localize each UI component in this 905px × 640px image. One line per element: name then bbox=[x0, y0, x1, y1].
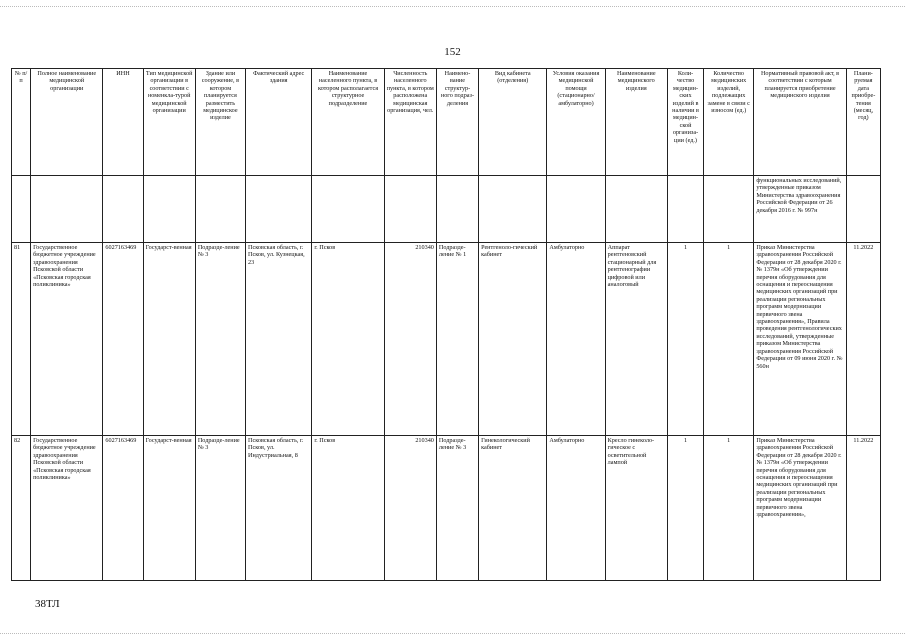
header-cell: ИНН bbox=[103, 69, 143, 176]
org-name-cell: Государственное бюджетное учреждение здравоохранения Псковской области «Псковская городская поликлиника» bbox=[31, 243, 103, 436]
table-row bbox=[12, 243, 881, 436]
header-cell: Численность населенного пункта, в котором расположена медицинская организация, чел. bbox=[384, 69, 436, 176]
table-row-continuation bbox=[12, 176, 881, 243]
qty-replace-cell: 1 bbox=[704, 243, 754, 436]
inn-cell: 6027163469 bbox=[103, 243, 143, 436]
cabinet-cell: Рентгеноло-гический кабинет bbox=[479, 243, 547, 436]
cabinet-cell: Гинекологический кабинет bbox=[479, 436, 547, 581]
header-cell: Наименование населенного пункта, в котором располагается структурное подразделение bbox=[312, 69, 384, 176]
header-cell: Вид кабинета (отделения) bbox=[479, 69, 547, 176]
header-cell: Количество медицинских изделий, подлежащих замене в связи с износом (ед.) bbox=[704, 69, 754, 176]
legal-act-cell: Приказ Министерства здравоохранения Российской Федерации от 28 декабря 2020 г. № 1379н «Об утверждении перечня оборудования для оснащения и переоснащения медицинских организаций при реализации региональных программ модернизации первичного звена здравоохранения», bbox=[754, 436, 846, 581]
scan-edge-bottom bbox=[0, 633, 905, 635]
locality-cell: г. Псков bbox=[312, 243, 384, 436]
building-cell: Подразде-ление № 3 bbox=[195, 243, 245, 436]
legal-act-continuation: функциональных исследований, утвержденные приказом Министерства здравоохранения Российской Федерации от 26 декабря 2016 г. № 997н bbox=[754, 176, 846, 243]
unit-cell: Подразде-ление № 3 bbox=[436, 436, 478, 581]
equipment-table-container bbox=[11, 68, 881, 581]
date-cell: 11.2022 bbox=[846, 436, 880, 581]
org-type-cell: Государст-венная bbox=[143, 436, 195, 581]
unit-cell: Подразде-ление № 1 bbox=[436, 243, 478, 436]
footer-code: 38ТЛ bbox=[35, 598, 60, 610]
table-row bbox=[12, 436, 881, 581]
header-cell: Условия оказания медицинской помощи (стационарно/амбулаторно) bbox=[547, 69, 605, 176]
qty-replace-cell: 1 bbox=[704, 436, 754, 581]
table-header-row bbox=[12, 69, 881, 176]
row-number: 82 bbox=[12, 436, 31, 581]
conditions-cell: Амбулаторно bbox=[547, 243, 605, 436]
header-cell: Нормативный правовой акт, в соответствии с которым планируется приобретение медицинского изделия bbox=[754, 69, 846, 176]
address-cell: Псковская область, г. Псков, ул. Кузнецкая, 23 bbox=[246, 243, 312, 436]
scan-edge-top bbox=[0, 6, 905, 8]
population-cell: 210340 bbox=[384, 436, 436, 581]
date-cell: 11.2022 bbox=[846, 243, 880, 436]
legal-act-cell: Приказ Министерства здравоохранения Российской Федерации от 28 декабря 2020 г. № 1379н «Об утверждении перечня оборудования для оснащения и переоснащения медицинских организаций при реализации региональных программ модернизации первичного звена здравоохранения», Правила проведения рентгенологических исследований, утвержденные приказом Министерства здравоохранения Российской Федерации от 09 июня 2020 г. № 560н bbox=[754, 243, 846, 436]
qty-available-cell: 1 bbox=[667, 243, 703, 436]
header-cell: Коли-чество медицин-ских изделий в наличии в медицин-ской организа-ции (ед.) bbox=[667, 69, 703, 176]
header-cell: Наимено-вание структур-ного подраз-деления bbox=[436, 69, 478, 176]
device-cell: Аппарат рентгеновский стационарный для рентгенографии цифровой или аналоговый bbox=[605, 243, 667, 436]
address-cell: Псковская область, г. Псков, ул. Индустриальная, 8 bbox=[246, 436, 312, 581]
page-number: 152 bbox=[444, 46, 461, 58]
org-name-cell: Государственное бюджетное учреждение здравоохранения Псковской области «Псковская городская поликлиника» bbox=[31, 436, 103, 581]
header-cell: Наименование медицинского изделия bbox=[605, 69, 667, 176]
building-cell: Подразде-ление № 3 bbox=[195, 436, 245, 581]
header-cell: Тип медицинской организации в соответствии с номенкла-турой медицинской организации bbox=[143, 69, 195, 176]
org-type-cell: Государст-венная bbox=[143, 243, 195, 436]
population-cell: 210340 bbox=[384, 243, 436, 436]
header-cell: Здание или сооружение, в котором планируется разместить медицинское изделие bbox=[195, 69, 245, 176]
header-cell: № п/п bbox=[12, 69, 31, 176]
equipment-table bbox=[11, 68, 881, 581]
header-cell: Плани-руемая дата приобре-тения (месяц, год) bbox=[846, 69, 880, 176]
locality-cell: г. Псков bbox=[312, 436, 384, 581]
conditions-cell: Амбулаторно bbox=[547, 436, 605, 581]
header-cell: Полное наименование медицинской организации bbox=[31, 69, 103, 176]
inn-cell: 6027163469 bbox=[103, 436, 143, 581]
qty-available-cell: 1 bbox=[667, 436, 703, 581]
row-number: 81 bbox=[12, 243, 31, 436]
header-cell: Фактический адрес здания bbox=[246, 69, 312, 176]
device-cell: Кресло гинеколо-гическое с осветительной лампой bbox=[605, 436, 667, 581]
